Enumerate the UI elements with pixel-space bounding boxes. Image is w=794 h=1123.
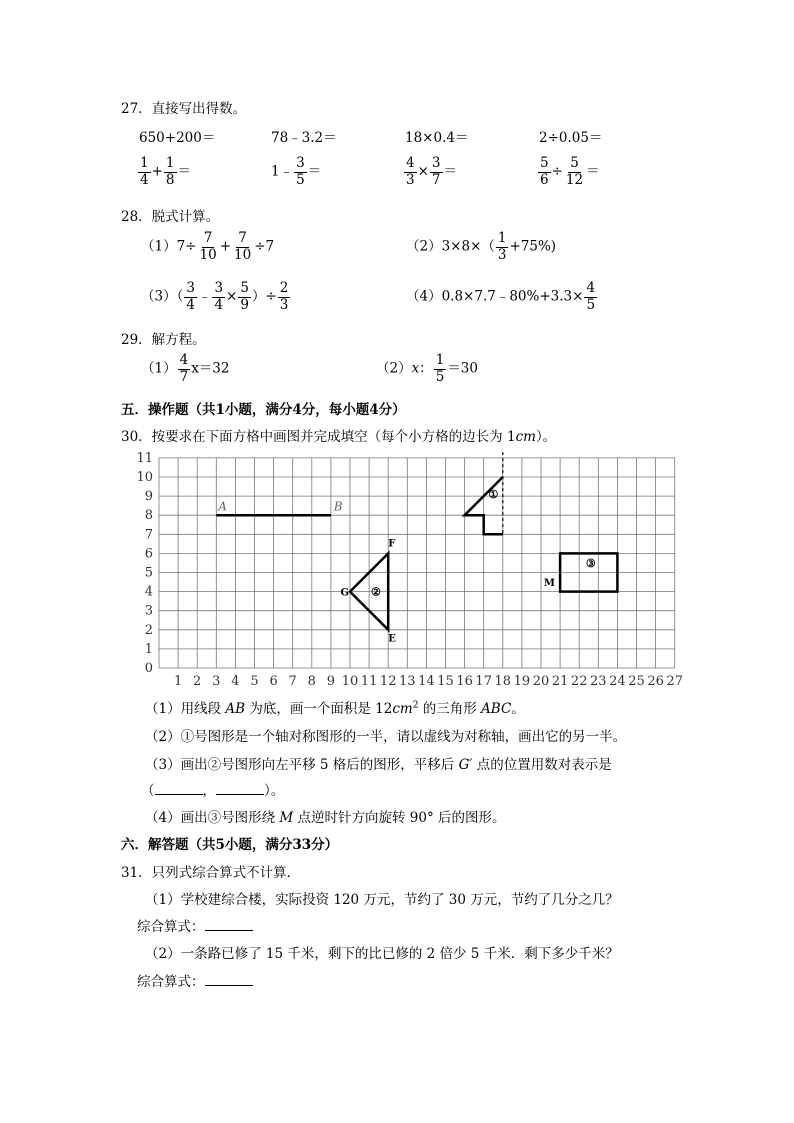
point-a-label: A: [218, 499, 227, 514]
y-tick-label: 11: [136, 452, 153, 466]
shape-1-number: ①: [488, 488, 499, 502]
q31-problem-1: （1）学校建综合楼，实际投资 120 万元，节约了 30 万元，节约了几分之几？: [145, 892, 619, 908]
x-tick-label: 20: [532, 674, 550, 689]
x-tick-label: 11: [360, 674, 378, 689]
shape-2-number: ②: [371, 585, 381, 599]
q27-item-2: 78﹣3.2＝: [271, 130, 337, 146]
q30-sub-4: （4）画出③号图形绕 M 点逆时针方向旋转 90° 后的图形。: [145, 810, 506, 826]
y-tick-label: 2: [144, 622, 153, 638]
q29-problem-2: （2）x： $\frac{1}{5}$ ＝30: [376, 352, 478, 385]
q31-answer-1[interactable]: 综合算式：: [137, 915, 253, 935]
point-f-label: F: [388, 538, 396, 550]
point-e-label: E: [388, 633, 396, 645]
q30-sub-3-answer[interactable]: （ ， ）。: [141, 783, 285, 799]
section-6-heading: 六．解答题（共5小题，满分33分）: [121, 837, 339, 853]
x-tick-label: 17: [475, 674, 492, 689]
x-tick-label: 19: [513, 674, 531, 689]
q27-item-3: 18×0.4＝: [405, 130, 469, 146]
y-tick-label: 3: [144, 603, 153, 619]
x-tick-label: 7: [288, 674, 297, 689]
x-tick-label: 9: [326, 674, 336, 689]
section-5-heading: 五．操作题（共1小题，满分4分，每小题4分）: [121, 402, 406, 418]
x-tick-label: 14: [418, 674, 435, 689]
x-tick-label: 18: [494, 674, 512, 689]
x-tick-label: 8: [307, 674, 316, 689]
y-tick-label: 7: [144, 527, 153, 543]
point-m-label: M: [543, 577, 555, 589]
q31-title: 31．只列式综合算式不计算．: [121, 865, 301, 881]
point-b-label: B: [333, 499, 343, 514]
x-tick-label: 6: [269, 674, 278, 689]
shape-3-number: ③: [585, 556, 596, 570]
y-tick-label: 5: [144, 565, 153, 581]
x-tick-label: 24: [609, 674, 626, 689]
x-tick-label: 16: [456, 674, 473, 689]
q27-item-8: $\frac{5}{6}$ ÷ $\frac{5}{12}$ ＝: [540, 155, 600, 188]
coordinate-grid: [135, 452, 687, 690]
q27-item-7: $\frac{4}{3}$ × $\frac{3}{7}$ ＝: [406, 155, 457, 188]
x-tick-label: 10: [341, 674, 359, 689]
q28-title: 28．脱式计算。: [121, 209, 220, 225]
q27-title: 27．直接写出得数。: [121, 101, 247, 117]
q30-sub-3: （3）画出②号图形向左平移 5 格后的图形，平移后 G′ 点的位置用数对表示是: [145, 757, 612, 773]
q31-answer-2[interactable]: 综合算式：: [137, 970, 253, 990]
q30-sub-1: （1）用线段 AB 为底，画一个面积是 $12cm^2$ 的三角形 ABC。: [145, 700, 525, 717]
x-tick-label: 4: [231, 674, 240, 689]
x-tick-label: 15: [437, 674, 454, 689]
y-tick-label: 9: [144, 489, 153, 505]
x-tick-label: 22: [570, 674, 588, 689]
x-tick-label: 21: [551, 674, 569, 689]
q27-item-5: $\frac{1}{4}$ + $\frac{1}{8}$ ＝: [140, 155, 191, 188]
q31-problem-2: （2）一条路已修了 15 千米，剩下的比已修的 2 倍少 5 千米．剩下多少千米？: [145, 946, 619, 962]
q28-problem-2: （2）3×8×（ $\frac{1}{3}$ +75%): [406, 230, 557, 263]
q30-sub-2: （2）①号图形是一个轴对称图形的一半，请以虚线为对称轴，画出它的另一半。: [145, 729, 627, 745]
y-tick-label: 1: [144, 641, 153, 657]
y-tick-label: 4: [144, 584, 153, 600]
x-tick-label: 5: [250, 674, 259, 689]
q27-item-4: 2÷0.05＝: [539, 130, 603, 146]
point-g-label: G: [340, 587, 349, 599]
x-tick-label: 23: [590, 674, 607, 689]
x-tick-label: 2: [193, 674, 202, 689]
x-tick-label: 12: [379, 674, 397, 689]
y-tick-label: 10: [136, 470, 153, 485]
x-tick-label: 26: [647, 674, 664, 689]
q29-problem-1: （1） $\frac{4}{7}$ x＝32: [141, 352, 230, 385]
q28-problem-3: （3）（ $\frac{3}{4}$ ﹣ $\frac{3}{4}$ × $\frac{5}{9}$ ）÷ $\frac{2}{3}$: [141, 280, 289, 313]
q30-title: 30．按要求在下面方格中画图并完成填空（每个小方格的边长为 1cm）。: [121, 429, 557, 445]
x-tick-label: 1: [173, 674, 183, 689]
y-tick-label: 0: [144, 661, 153, 676]
q28-problem-1: （1）7÷ $\frac{7}{10}$ + $\frac{7}{10}$ ÷7: [141, 230, 275, 263]
q27-item-6: 1﹣ $\frac{3}{5}$ ＝: [271, 155, 322, 188]
y-tick-label: 6: [144, 546, 153, 562]
x-tick-label: 25: [628, 674, 645, 689]
x-tick-label: 3: [212, 674, 221, 689]
q27-item-1: 650+200＝: [139, 130, 216, 146]
q28-problem-4: （4）0.8×7.7﹣80%+3.3× $\frac{4}{5}$: [406, 280, 596, 313]
y-tick-label: 8: [144, 508, 153, 524]
x-tick-label: 13: [399, 674, 416, 689]
q29-title: 29．解方程。: [121, 332, 206, 348]
x-tick-label: 27: [666, 674, 683, 689]
